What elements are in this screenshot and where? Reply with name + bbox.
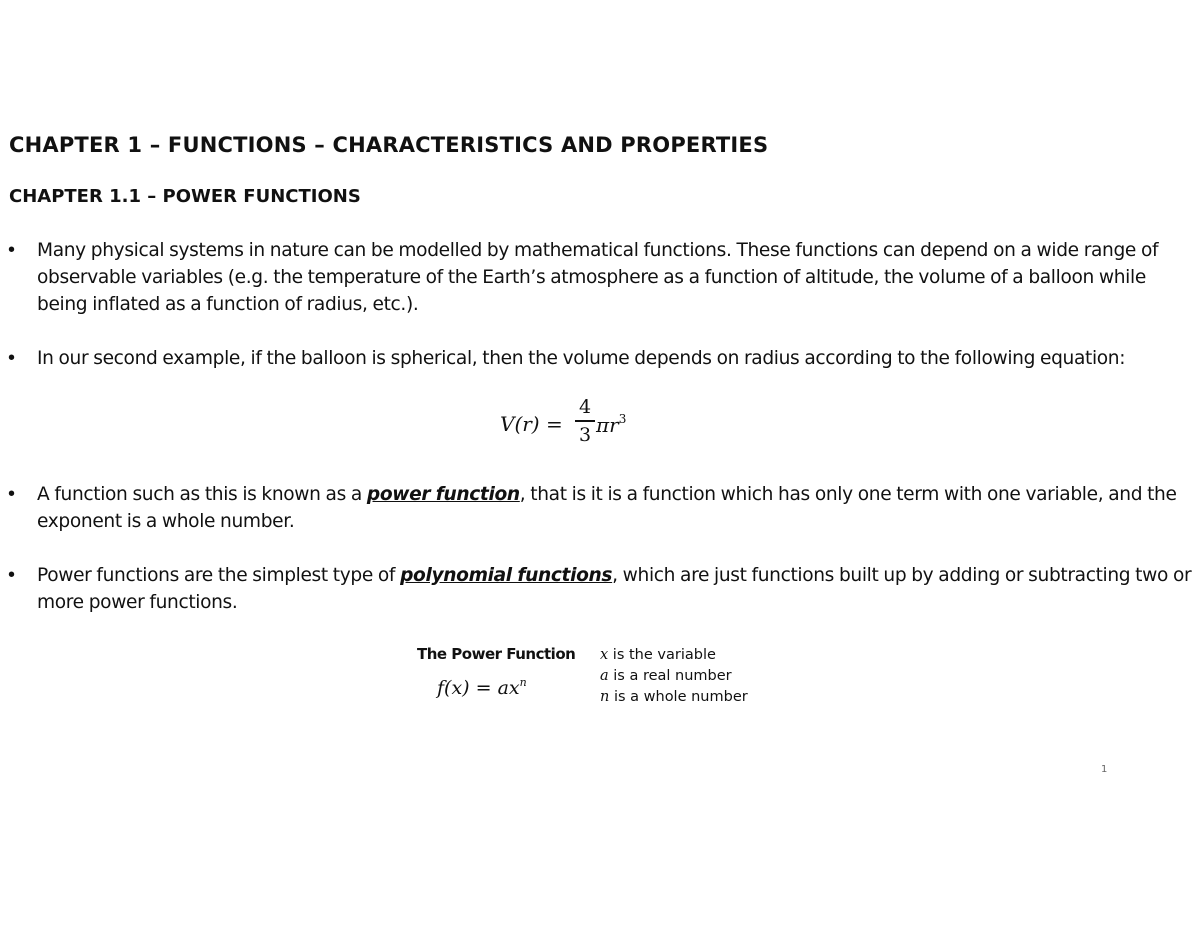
fraction-denominator: 3 [578, 423, 592, 446]
legend-desc: is a whole number [609, 689, 748, 705]
legend-row-a [600, 666, 748, 687]
equation-exponent: 3 [618, 412, 627, 426]
equation-rhs [596, 412, 626, 437]
section-heading: CHAPTER 1.1 – POWER FUNCTIONS [9, 186, 361, 207]
bullet-marker: • [8, 239, 16, 261]
power-function-equation-base: f(x) = ax [437, 677, 520, 699]
fraction-bar [575, 420, 595, 422]
legend-desc: is the variable [608, 647, 716, 663]
bullet-text [37, 562, 1195, 616]
bullet-text-before: Power functions are the simplest type of [37, 565, 401, 586]
bullet-text: In our second example, if the balloon is spherical, then the volume depends on radius according to the following equation: [37, 348, 1126, 369]
fraction-numerator: 4 [578, 396, 592, 418]
equation-fraction [575, 395, 595, 447]
legend-desc: is a real number [608, 668, 732, 684]
bullet-text-after: , which are just functions built up by adding or subtracting two or more power functions. [37, 565, 1192, 613]
power-function-title: The Power Function [417, 645, 576, 663]
bullet-text: Many physical systems in nature can be modelled by mathematical functions. These functions can depend on a wide range of observable variables (e.g. the temperature of the Earth’s atmosphere as a function of altitude, the volume of a balloon while being inflated as a function of radius, etc.). [37, 240, 1159, 315]
legend-var: x [600, 647, 609, 663]
chapter-heading: CHAPTER 1 – FUNCTIONS – CHARACTERISTICS AND PROPERTIES [9, 133, 769, 157]
equation-lhs: V(r) = [500, 412, 563, 436]
bullet-marker: • [8, 483, 16, 505]
legend-var: a [600, 668, 609, 684]
legend-row-x [600, 645, 748, 666]
bullet-text-after: , that is it is a function which has only one term with one variable, and the exponent is a whole number. [37, 484, 1177, 532]
legend-var: n [600, 689, 610, 705]
term-polynomial-functions: polynomial functions [400, 565, 613, 586]
term-power-function: power function [366, 484, 520, 505]
power-function-equation [437, 676, 527, 699]
page-number: 1 [1101, 764, 1108, 775]
power-function-exponent: n [519, 676, 527, 689]
bullet-text-before: A function such as this is known as a [37, 484, 367, 505]
equation-rhs-base: πr [596, 413, 619, 437]
bullet-marker: • [8, 347, 16, 369]
legend-row-n [600, 687, 748, 708]
bullet-text [37, 481, 1195, 535]
power-function-legend [600, 645, 748, 708]
bullet-marker: • [8, 564, 16, 586]
